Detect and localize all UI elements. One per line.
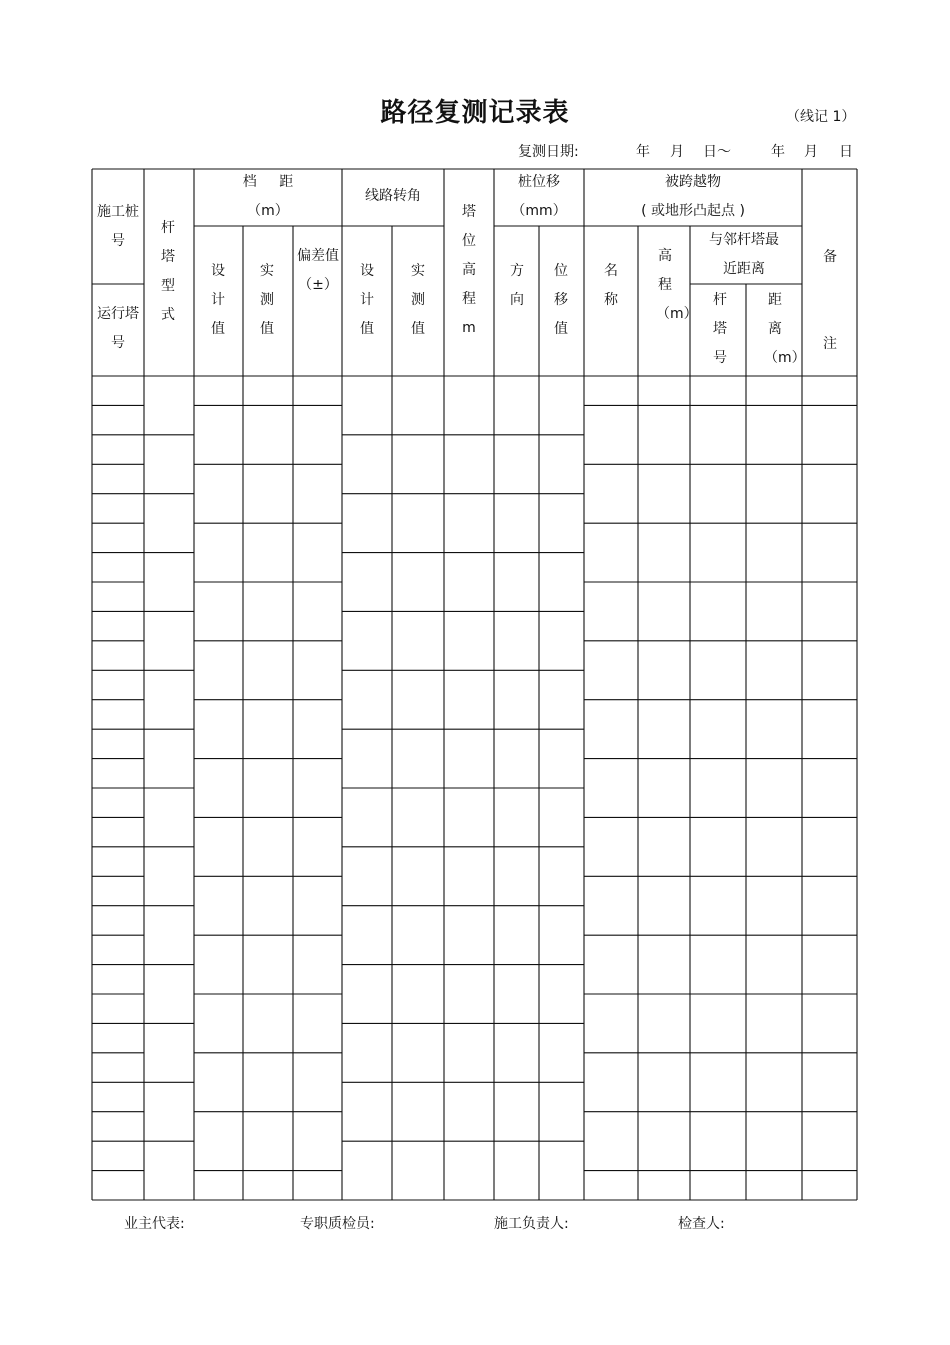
- header-construction-no: 施工桩号: [97, 204, 139, 249]
- header-shift-direction: 方向: [510, 263, 524, 308]
- header-nearest-distance: 距离（m）: [764, 292, 806, 366]
- signature-construction-lead: 施工负责人:: [494, 1216, 569, 1232]
- signature-inspector: 专职质检员:: [300, 1216, 375, 1232]
- page-title: 路径复测记录表: [380, 98, 570, 128]
- signature-checker: 检查人:: [678, 1216, 725, 1232]
- date-year-2: 年: [771, 144, 785, 160]
- header-object-elevation: 高程（m）: [656, 248, 698, 322]
- header-shift-value: 位移值: [554, 263, 568, 337]
- date-day-2: 日: [839, 144, 853, 160]
- form-code: （线记 1）: [786, 109, 856, 125]
- header-remarks: 备注: [823, 249, 837, 352]
- signature-owner: 业主代表:: [124, 1216, 185, 1232]
- header-angle-measured: 实测值: [411, 263, 425, 337]
- date-label: 复测日期:: [518, 144, 579, 160]
- header-span-measured: 实测值: [260, 263, 274, 337]
- header-span-unit: （m）: [247, 203, 289, 219]
- date-day-1: 日～: [703, 144, 731, 160]
- date-year-1: 年: [636, 144, 650, 160]
- header-crossed-object: 被跨越物: [665, 174, 721, 190]
- header-crossed-object-sub: ( 或地形凸起点 ): [641, 203, 745, 219]
- header-angle-design: 设计值: [360, 263, 374, 337]
- header-tower-elevation: 塔位高程m: [462, 204, 476, 336]
- date-month-2: 月: [804, 144, 818, 160]
- header-pile-shift: 桩位移: [518, 174, 560, 190]
- header-tower-type: 杆塔型式: [161, 220, 175, 323]
- header-angle: 线路转角: [365, 188, 421, 204]
- date-month-1: 月: [670, 144, 684, 160]
- header-nearest: 与邻杆塔最近距离: [709, 232, 779, 277]
- header-span: 档 距: [242, 174, 294, 190]
- header-nearest-tower: 杆塔号: [713, 292, 727, 366]
- header-operation-no: 运行塔号: [97, 306, 139, 351]
- header-pile-shift-unit: （mm）: [511, 203, 567, 219]
- header-span-deviation: 偏差值（±）: [297, 248, 339, 293]
- header-object-name: 名称: [604, 263, 618, 308]
- header-span-design: 设计值: [211, 263, 225, 337]
